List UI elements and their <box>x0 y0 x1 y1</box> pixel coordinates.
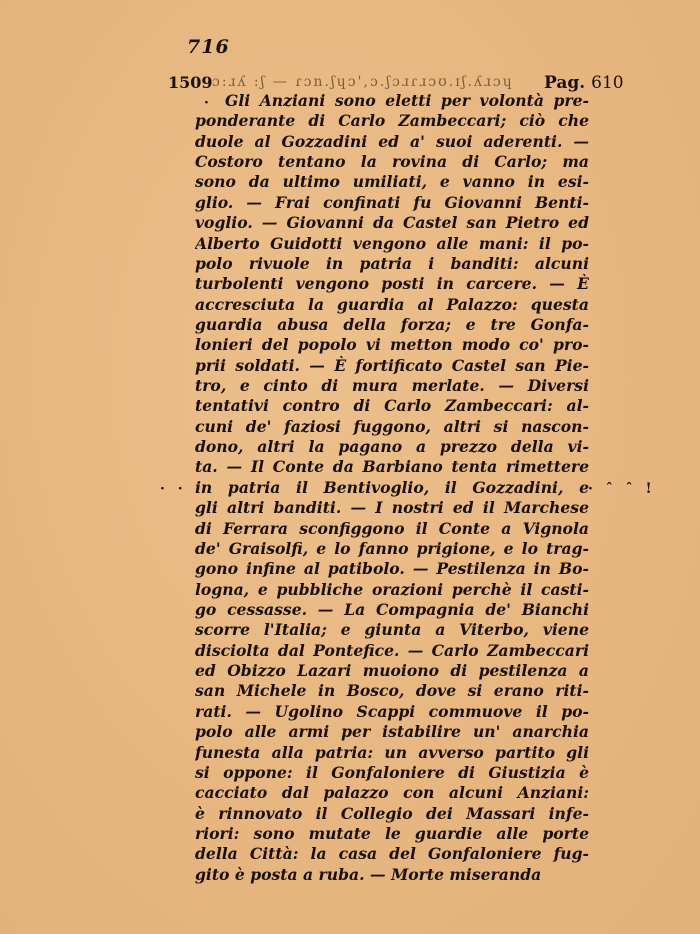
text-line: Costoro tentano la rovina di Carlo; ma <box>195 152 589 172</box>
bleed-through-text: ɔ:ɹʎ :ʃ — ɾɔn.ʃɥɔ',ɔ.ʃɔɹɾɹɔʊ.ɪʃ.ʎɹɔɥ <box>212 74 514 90</box>
text-line: cacciato dal palazzo con alcuni Anziani: <box>195 783 589 803</box>
text-line: Gli Anziani sono eletti per volontà pre- <box>225 91 589 110</box>
text-line: sono da ultimo umiliati, e vanno in esi- <box>195 172 589 192</box>
text-line: funesta alla patria: un avverso partito gli <box>195 742 589 762</box>
text-line: è rinnovato il Collegio dei Massari infe- <box>195 803 589 823</box>
page-number: 716 <box>187 36 230 58</box>
year-heading: 1509 <box>168 73 213 92</box>
text-line: dono, altri la pagano a prezzo della vi- <box>195 437 589 457</box>
text-line: disciolta dal Pontefice. — Carlo Zambeccari <box>195 640 589 660</box>
text-line: ta. — Il Conte da Barbiano tenta rimettere <box>195 457 589 477</box>
paragraph-bullet: · <box>204 95 209 111</box>
text-line: prii soldati. — È fortificato Castel san Pie- <box>195 355 589 375</box>
text-line: logna, e pubbliche orazioni perchè il casti- <box>195 579 589 599</box>
text-line: glio. — Frai confinati fu Giovanni Benti- <box>195 192 589 212</box>
left-margin-marks: · · · <box>160 481 205 497</box>
text-line: ed Obizzo Lazari muoiono di pestilenza a <box>195 661 589 681</box>
text-line: gli altri banditi. — I nostri ed il Marchese <box>195 498 589 518</box>
text-line: go cessasse. — La Compagnia de' Bianchi <box>195 599 589 619</box>
text-line: guardia abusa della forza; e tre Gonfa- <box>195 314 589 334</box>
text-line: di Ferrara sconfiggono il Conte a Vignola <box>195 518 589 538</box>
text-line: san Michele in Bosco, dove si erano riti- <box>195 681 589 701</box>
text-line: riori: sono mutate le guardie alle porte <box>195 823 589 843</box>
text-line: si oppone: il Gonfaloniere di Giustizia è <box>195 762 589 782</box>
text-line: gito è posta a ruba. — Morte miseranda <box>195 864 542 884</box>
page-reference-label: Pag. <box>544 73 586 93</box>
right-margin-marks: · ˆ ˆ ! <box>588 481 656 497</box>
text-line: polo rivuole in patria i banditi: alcuni <box>195 253 589 273</box>
text-line: rati. — Ugolino Scappi commuove il po- <box>195 701 589 721</box>
page-reference-number: 610 <box>591 73 624 93</box>
text-line: della Città: la casa del Gonfaloniere fug- <box>195 844 589 864</box>
text-line: gono infine al patibolo. — Pestilenza in Bo- <box>195 559 589 579</box>
text-line: turbolenti vengono posti in carcere. — È <box>195 274 589 294</box>
text-line: polo alle armi per istabilire un' anarchia <box>195 722 589 742</box>
page-reference <box>544 73 624 93</box>
text-line: de' Graisolfi, e lo fanno prigione, e lo trag- <box>195 538 589 558</box>
text-line: duole al Gozzadini ed a' suoi aderenti. — <box>195 131 589 151</box>
text-line: scorre l'Italia; e giunta a Viterbo, viene <box>195 620 589 640</box>
text-line: tro, e cinto di mura merlate. — Diversi <box>195 376 589 396</box>
text-line: voglio. — Giovanni da Castel san Pietro ed <box>195 213 589 233</box>
text-line: accresciuta la guardia al Palazzo: questa <box>195 294 589 314</box>
text-line: Alberto Guidotti vengono alle mani: il po- <box>195 233 589 253</box>
text-line: cuni de' faziosi fuggono, altri si nascon- <box>195 416 589 436</box>
text-line: lonieri del popolo vi metton modo co' pro- <box>195 335 589 355</box>
text-line: in patria il Bentivoglio, il Gozzadini, e <box>195 477 589 497</box>
text-line: ponderante di Carlo Zambeccari; ciò che <box>195 111 589 131</box>
summary-text-block <box>195 91 589 885</box>
text-line: tentativi contro di Carlo Zambeccari: al- <box>195 396 589 416</box>
